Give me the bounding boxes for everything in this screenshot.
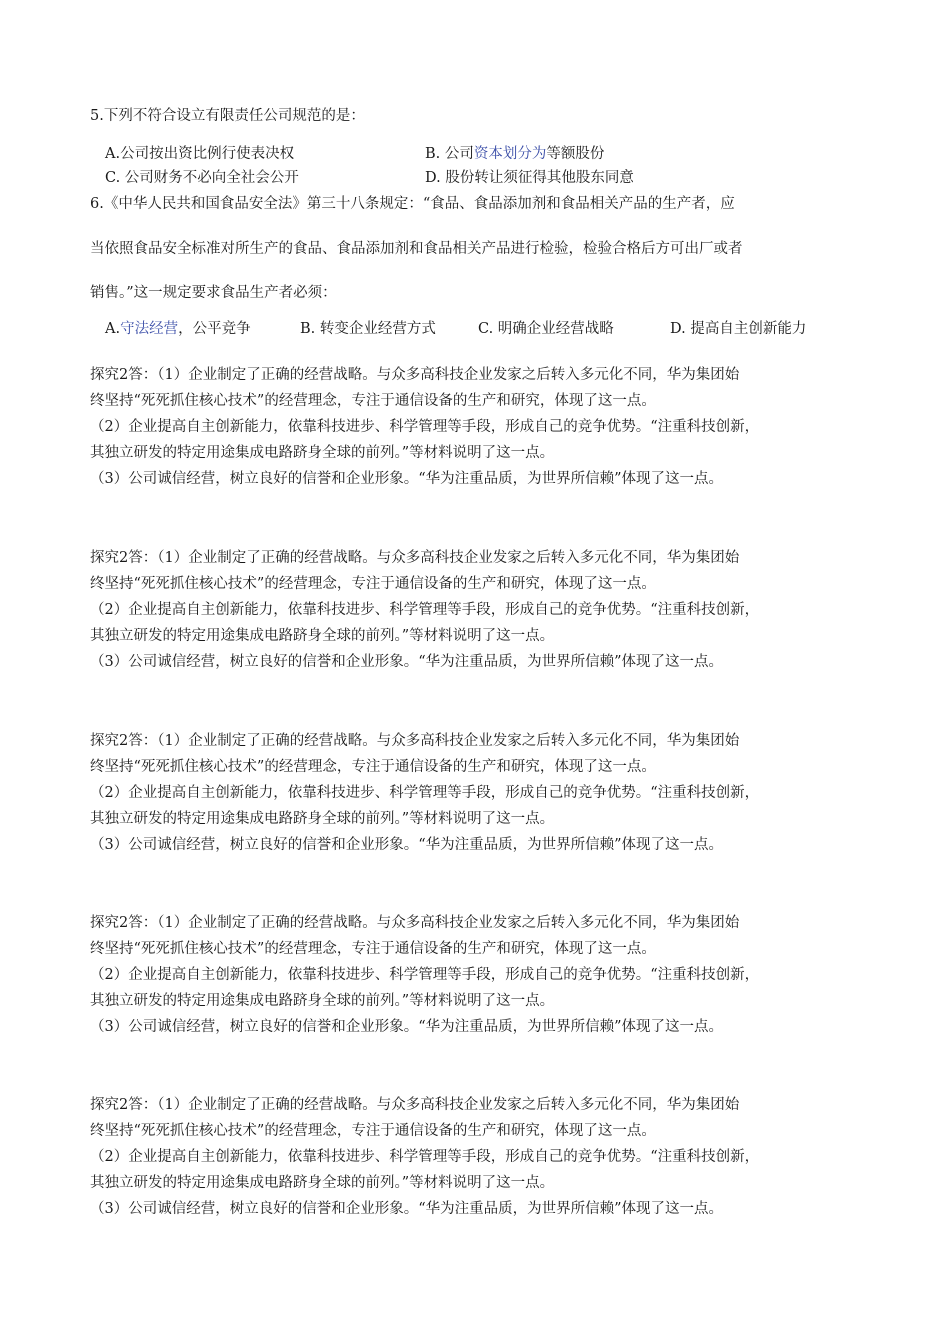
answer-line: （3）公司诚信经营，树立良好的信誉和企业形象。“华为注重品质，为世界所信赖”体现了这一点。: [90, 837, 724, 853]
answer-line: 其独立研发的特定用途集成电路跻身全球的前列。”等材料说明了这一点。: [90, 628, 555, 644]
question-5-option-d: D. 股份转让须征得其他股东同意: [425, 170, 634, 186]
question-6-option-a: [105, 317, 251, 338]
answer-line: 终坚持“死死抓住核心技术”的经营理念，专注于通信设备的生产和研究，体现了这一点。: [90, 941, 656, 957]
highlighted-link-text[interactable]: 资本划分为: [473, 146, 547, 162]
answer-block: [90, 910, 880, 1040]
question-5-option-c: C. 公司财务不必向全社会公开: [105, 170, 299, 186]
answer-line: （2）企业提高自主创新能力，依靠科技进步、科学管理等手段，形成自己的竞争优势。“注重科技创新，: [90, 1149, 760, 1165]
answer-block: [90, 1092, 880, 1222]
answer-line: 探究2答：（1）企业制定了正确的经营战略。与众多高科技企业发家之后转入多元化不同，华为集团始: [90, 550, 740, 566]
answer-line: 探究2答：（1）企业制定了正确的经营战略。与众多高科技企业发家之后转入多元化不同，华为集团始: [90, 733, 740, 749]
answer-line: 终坚持“死死抓住核心技术”的经营理念，专注于通信设备的生产和研究，体现了这一点。: [90, 576, 656, 592]
answer-line: 终坚持“死死抓住核心技术”的经营理念，专注于通信设备的生产和研究，体现了这一点。: [90, 393, 656, 409]
answer-line: 其独立研发的特定用途集成电路跻身全球的前列。”等材料说明了这一点。: [90, 811, 555, 827]
question-6-option-b: B. 转变企业经营方式: [300, 321, 436, 337]
answer-block: [90, 728, 880, 858]
answer-block: [90, 545, 880, 675]
option-b-suffix: 等额股份: [546, 146, 605, 162]
highlighted-link-text[interactable]: 守法经营: [120, 321, 179, 337]
option-b-prefix: B. 公司: [425, 146, 474, 162]
answer-line: 探究2答：（1）企业制定了正确的经营战略。与众多高科技企业发家之后转入多元化不同，华为集团始: [90, 915, 740, 931]
answer-line: 其独立研发的特定用途集成电路跻身全球的前列。”等材料说明了这一点。: [90, 445, 555, 461]
answer-line: （2）企业提高自主创新能力，依靠科技进步、科学管理等手段，形成自己的竞争优势。“注重科技创新，: [90, 785, 760, 801]
question-5-option-a: A.公司按出资比例行使表决权: [105, 146, 295, 162]
answer-line: （3）公司诚信经营，树立良好的信誉和企业形象。“华为注重品质，为世界所信赖”体现了这一点。: [90, 471, 724, 487]
answer-line: 终坚持“死死抓住核心技术”的经营理念，专注于通信设备的生产和研究，体现了这一点。: [90, 759, 656, 775]
question-6-line-2: 当依照食品安全标准对所生产的食品、食品添加剂和食品相关产品进行检验，检验合格后方可出厂或者: [90, 241, 743, 257]
answer-line: 探究2答：（1）企业制定了正确的经营战略。与众多高科技企业发家之后转入多元化不同，华为集团始: [90, 367, 740, 383]
answer-line: （3）公司诚信经营，树立良好的信誉和企业形象。“华为注重品质，为世界所信赖”体现了这一点。: [90, 1019, 724, 1035]
answer-line: （3）公司诚信经营，树立良好的信誉和企业形象。“华为注重品质，为世界所信赖”体现了这一点。: [90, 1201, 724, 1217]
answer-line: 其独立研发的特定用途集成电路跻身全球的前列。”等材料说明了这一点。: [90, 1175, 555, 1191]
answer-line: 终坚持“死死抓住核心技术”的经营理念，专注于通信设备的生产和研究，体现了这一点。: [90, 1123, 656, 1139]
question-5-stem: 5.下列不符合设立有限责任公司规范的是：: [90, 108, 365, 124]
answer-line: （2）企业提高自主创新能力，依靠科技进步、科学管理等手段，形成自己的竞争优势。“注重科技创新，: [90, 602, 760, 618]
answer-line: （2）企业提高自主创新能力，依靠科技进步、科学管理等手段，形成自己的竞争优势。“注重科技创新，: [90, 419, 760, 435]
answer-line: （2）企业提高自主创新能力，依靠科技进步、科学管理等手段，形成自己的竞争优势。“注重科技创新，: [90, 967, 760, 983]
question-6-option-c: C. 明确企业经营战略: [478, 321, 614, 337]
option-a-suffix: ，公平竞争: [178, 321, 251, 337]
question-6-line-1: 6.《中华人民共和国食品安全法》第三十八条规定：“食品、食品添加剂和食品相关产品的生产者，应: [90, 196, 735, 212]
question-6-line-3: 销售。”这一规定要求食品生产者必须：: [90, 285, 337, 301]
answer-line: 探究2答：（1）企业制定了正确的经营战略。与众多高科技企业发家之后转入多元化不同，华为集团始: [90, 1097, 740, 1113]
answer-line: （3）公司诚信经营，树立良好的信誉和企业形象。“华为注重品质，为世界所信赖”体现了这一点。: [90, 654, 724, 670]
option-a-prefix: A.: [105, 321, 121, 337]
answer-block: [90, 362, 880, 492]
question-5-option-b: [425, 142, 604, 163]
answer-line: 其独立研发的特定用途集成电路跻身全球的前列。”等材料说明了这一点。: [90, 993, 555, 1009]
question-6-option-d: D. 提高自主创新能力: [670, 321, 807, 337]
